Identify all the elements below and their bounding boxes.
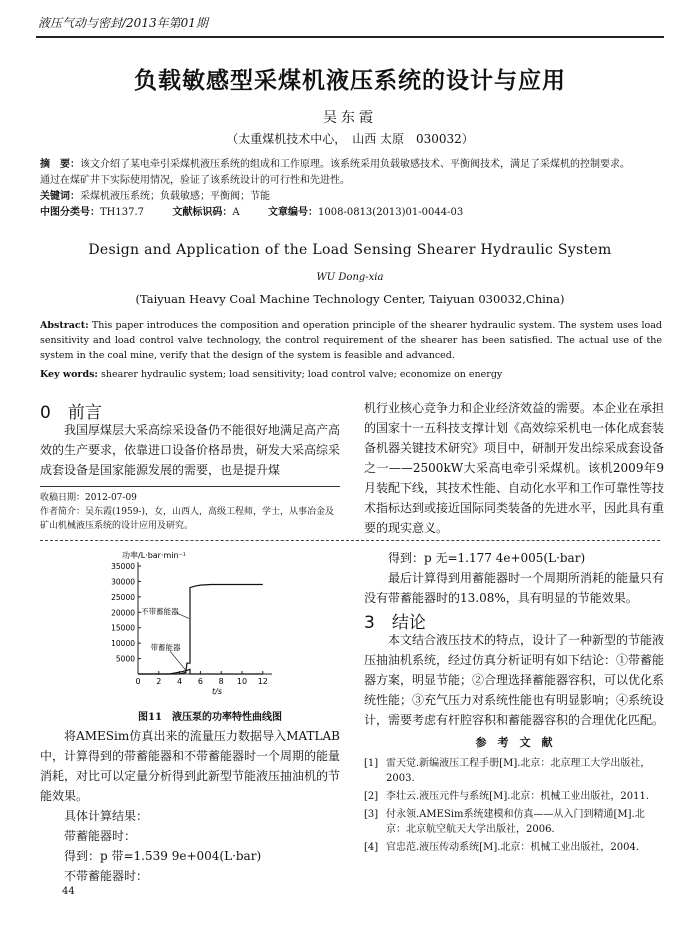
classification-line: [40, 206, 662, 220]
doc-code-label: 文献标识码：: [172, 207, 233, 218]
abstract-text-2: 通过在煤矿井下实际使用情况，验证了该系统设计的可行性和先进性。: [40, 175, 350, 186]
clc-label: 中图分类号：: [40, 207, 100, 218]
reference-item: [364, 756, 664, 786]
article-no-label: 文章编号：: [268, 207, 319, 218]
english-author: WU Dong-xia: [316, 272, 384, 283]
chart-series: [138, 585, 263, 674]
reference-text: 李壮云.液压元件与系统[M].北京：机械工业出版社，2011.: [386, 791, 650, 802]
right-paragraph-2: 最后计算得到用蓄能器时一个周期所消耗的能量只有没有带蓄能器时的13.08%，具有明显的节能效果。: [364, 571, 665, 605]
right-paragraph-1: 机行业核心竞争力和企业经济效益的需要。本企业在承担的国家十一五科技支撑计划《高效综采机电一体化成套装备机器关键技术研究》项目中，研制开发出综采成套设备之一——2500kW大采高电牵引采煤机。该机2009年9月装配下线，其技术性能、自动化水平和工作可靠性等技术指标达到或接近国际同类装备的先进水平，因此具有重要的现实意义。: [364, 401, 665, 535]
section-0-paragraph: 我国厚煤层大采高综采设备仍不能很好地满足高产高效的生产要求，依靠进口设备价格昂贵，研发大采高综采成套设备是国家能源发展的需要，也是提升煤: [40, 423, 341, 477]
x-tick-label: 10: [236, 677, 248, 686]
reference-text: 付永领.AMESim系统建模和仿真——从入门到精通[M].北京：北京航空航天大学出版社，2006.: [386, 809, 645, 835]
y-tick-label: 15000: [111, 623, 135, 633]
chart-ylabel: 功率/L·bar·min⁻¹: [122, 551, 187, 560]
reference-number: [1]: [364, 758, 379, 769]
x-tick-label: 0: [135, 677, 141, 686]
left-paragraph-2: 将AMESim仿真出来的流量压力数据导入MATLAB中，计算得到的带蓄能器和不带蓄能器时一个周期的能量消耗，对比可以定量分析得到此新型节能液压抽油机的节能效果。: [40, 729, 341, 803]
series-without-accumulator: [138, 585, 263, 674]
p-without-result: 得到：p 无=1.177 4e+005(L·bar): [388, 551, 586, 565]
paper-title: 负载敏感型采煤机液压系统的设计与应用: [134, 68, 566, 94]
y-tick-label: 5000: [115, 654, 135, 664]
english-keywords-text: shearer hydraulic system; load sensitivity; load control valve; economize on energy: [100, 369, 503, 380]
english-abstract-label: Abstract:: [40, 320, 89, 331]
author: 吴东霞: [323, 110, 377, 126]
p-with-result: 得到：p 带=1.539 9e+004(L·bar): [64, 849, 262, 863]
abstract-line-1: [40, 158, 662, 172]
reference-text: 雷天觉.新编液压工程手册[M].北京：北京理工大学出版社，2003.: [386, 758, 651, 784]
reference-number: [3]: [364, 809, 379, 820]
without-accumulator-label: 不带蓄能器时：: [64, 869, 149, 883]
abstract-text-1: 该文介绍了某电牵引采煤机液压系统的组成和工作原理。该系统采用负载敏感技术、平衡阀技术，满足了采煤机的控制要求。: [80, 159, 630, 170]
reference-text: 官忠范.液压传动系统[M].北京：机械工业出版社，2004.: [386, 842, 640, 853]
x-tick-label: 6: [197, 677, 203, 686]
reference-number: [4]: [364, 842, 379, 853]
figure-caption: 图11 液压泵的功率特性曲线图: [138, 712, 282, 723]
reference-item: [364, 840, 664, 855]
conclusion-paragraph: 本文结合液压技术的特点，设计了一种新型的节能液压抽油机系统，经过仿真分析证明有如下结论：①带蓄能器方案，明显节能；②合理选择蓄能器容积，可以优化系统性能；③充气压力对系统性能也有明显影响；④系统设计，需要考虑有杆腔容积和蓄能器容积的合理优化匹配。: [364, 633, 665, 727]
y-tick-label: 25000: [111, 592, 135, 602]
x-tick-label: 4: [177, 677, 183, 686]
keywords-text: 采煤机液压系统；负载敏感；平衡阀；节能: [80, 191, 270, 202]
separator: [40, 540, 660, 541]
page-number: 44: [62, 886, 75, 897]
section-0-title: 0 前言: [40, 403, 102, 423]
affiliation: （太重煤机技术中心， 山西 太原 030032）: [226, 132, 474, 146]
english-abstract-text: This paper introduces the composition and operation principle of the shearer hydraulic system. The system uses load sensitivity and load control valve technology, the control requirement of the shearer has been satisfied. The actual use of the system in the coal mine, verify that the design of the system is feasible and advanced.: [40, 320, 662, 361]
clc-value: TH137.7: [100, 207, 145, 218]
received-date: 收稿日期：2012-07-09: [40, 493, 137, 503]
chart-annotations: [141, 606, 189, 670]
author-bio: 作者简介：吴东霞(1959-)，女，山西人，高级工程师，学士，从事冶金及矿山机械液压系统的设计应用及研究。: [40, 507, 334, 531]
english-keywords-label: Key words:: [40, 369, 98, 380]
chart-xlabel: t/s: [212, 687, 222, 696]
y-tick-label: 35000: [111, 562, 135, 571]
calc-result-label: 具体计算结果：: [64, 809, 149, 823]
footnote-rule: [40, 486, 340, 487]
reference-number: [2]: [364, 791, 379, 802]
keywords-line: [40, 190, 662, 204]
references-title: 参 考 文 献: [475, 736, 553, 749]
section-3-title: 3 结论: [364, 613, 426, 633]
english-abstract: [40, 318, 662, 363]
header-rule: [36, 36, 664, 38]
references-list: [364, 756, 664, 858]
chart-axes: [138, 562, 272, 674]
annotation-without-accumulator: 不带蓄能器: [141, 606, 179, 616]
article-no-value: 1008-0813(2013)01-0044-03: [318, 207, 464, 218]
keywords-label: 关键词：: [40, 191, 80, 202]
x-tick-label: 8: [218, 677, 224, 686]
journal-header: 液压气动与密封/2013年第01期: [38, 16, 208, 30]
y-tick-label: 10000: [111, 639, 135, 649]
annotation-leader: [170, 651, 186, 670]
x-tick-label: 12: [257, 677, 268, 686]
english-title: Design and Application of the Load Sensing Shearer Hydraulic System: [88, 242, 612, 258]
doc-code-value: A: [232, 207, 240, 218]
reference-item: [364, 807, 664, 837]
reference-item: [364, 789, 664, 804]
y-tick-label: 20000: [111, 608, 135, 618]
with-accumulator-label: 带蓄能器时：: [64, 829, 137, 843]
power-chart: [80, 548, 310, 698]
abstract-label: 摘 要：: [40, 159, 80, 170]
y-tick-label: 30000: [111, 577, 135, 587]
annotation-with-accumulator: 带蓄能器: [150, 642, 181, 652]
english-keywords: [40, 367, 662, 382]
english-affiliation: (Taiyuan Heavy Coal Machine Technology Center, Taiyuan 030032,China): [135, 292, 565, 306]
x-tick-label: 2: [156, 677, 162, 686]
